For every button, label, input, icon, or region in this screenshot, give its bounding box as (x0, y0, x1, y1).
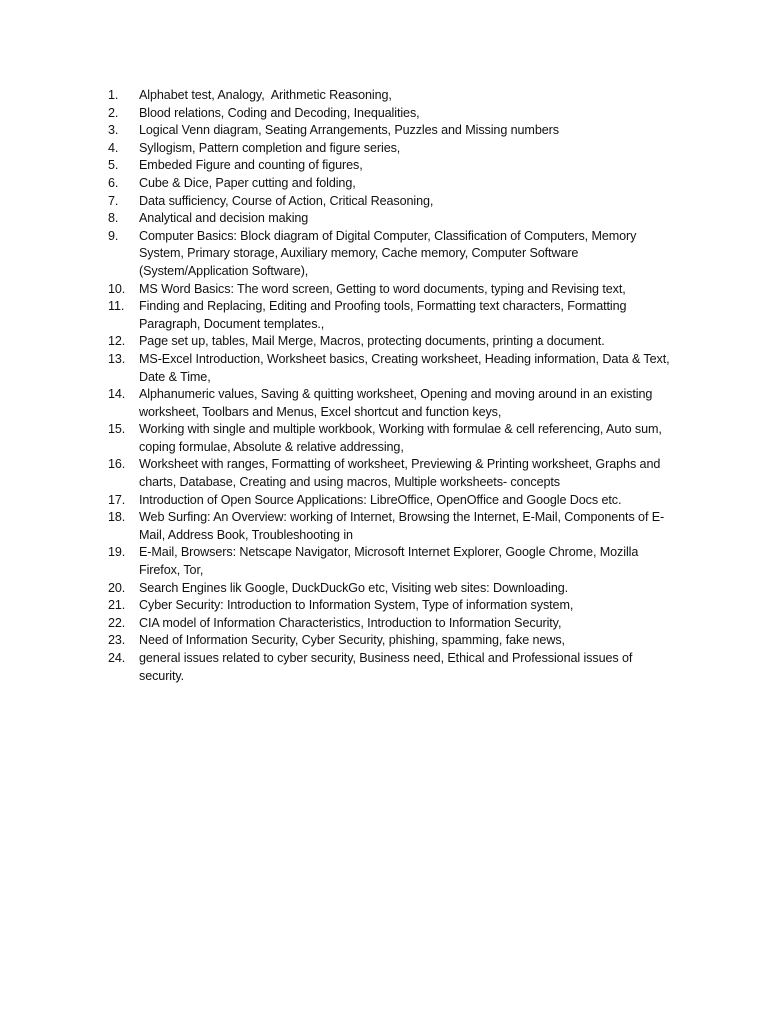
list-item-text: Worksheet with ranges, Formatting of worksheet, Previewing & Printing worksheet, Graphs and charts, Database, Creating and using macros, Multiple worksheets- concepts (139, 457, 664, 490)
list-item (108, 509, 678, 544)
list-item-number: 4. (108, 140, 119, 155)
list-item-number: 14. (108, 387, 126, 402)
list-item-number: 15. (108, 422, 126, 437)
list-item-text: Page set up, tables, Mail Merge, Macros, protecting documents, printing a document. (139, 334, 605, 349)
list-item-text: Computer Basics: Block diagram of Digital Computer, Classification of Computers, Memory System, Primary storage, Auxiliary memory, Cache memory, Computer Software (System/Application Software), (139, 228, 640, 278)
list-item-text: Need of Information Security, Cyber Security, phishing, spamming, fake news, (139, 633, 565, 648)
list-item (108, 386, 678, 421)
list-item-number: 3. (108, 123, 119, 138)
list-item-number: 10. (108, 281, 126, 296)
list-item-text: Blood relations, Coding and Decoding, Inequalities, (139, 105, 420, 120)
list-item-number: 1. (108, 88, 119, 102)
list-item-text: Alphabet test, Analogy, Arithmetic Reasoning, (139, 88, 392, 102)
list-item (108, 492, 678, 510)
list-item (108, 580, 678, 598)
list-item-number: 23. (108, 633, 126, 648)
list-item-number: 16. (108, 457, 126, 472)
list-item (108, 456, 678, 491)
list-item (108, 597, 678, 615)
list-item-text: Finding and Replacing, Editing and Proofing tools, Formatting text characters, Formatting Paragraph, Document templates., (139, 299, 630, 331)
list-item-number: 21. (108, 598, 126, 613)
list-item (108, 140, 678, 158)
list-item (108, 421, 678, 456)
list-item-number: 17. (108, 492, 126, 507)
list-item-text: Embeded Figure and counting of figures, (139, 158, 363, 173)
list-item-text: Introduction of Open Source Applications: LibreOffice, OpenOffice and Google Docs etc. (139, 492, 622, 507)
list-item-text: Data sufficiency, Course of Action, Critical Reasoning, (139, 193, 434, 208)
list-item-text: E-Mail, Browsers: Netscape Navigator, Microsoft Internet Explorer, Google Chrome, Mozilla Firefox, Tor, (139, 545, 642, 578)
list-item-number: 13. (108, 351, 126, 366)
list-item-text: Alphanumeric values, Saving & quitting worksheet, Opening and moving around in an existing worksheet, Toolbars and Menus, Excel shortcut and function keys, (139, 387, 656, 419)
list-item (108, 122, 678, 140)
list-item (108, 157, 678, 175)
list-item (108, 228, 678, 281)
list-item-number: 5. (108, 158, 119, 173)
list-item-number: 12. (108, 334, 126, 349)
list-item-text: Web Surfing: An Overview: working of Internet, Browsing the Internet, E-Mail, Components of E-Mail, Address Book, Troubleshooting in (139, 510, 665, 542)
list-item-text: MS-Excel Introduction, Worksheet basics, Creating worksheet, Heading information, Data & Text, Date & Time, (139, 351, 673, 384)
list-item-number: 9. (108, 228, 119, 243)
list-item-text: general issues related to cyber security, Business need, Ethical and Professional issues of security. (139, 651, 636, 683)
list-item-number: 22. (108, 615, 126, 630)
list-item (108, 210, 678, 228)
list-item (108, 298, 678, 333)
list-item (108, 632, 678, 650)
list-item (108, 175, 678, 193)
list-item-number: 8. (108, 211, 119, 226)
list-item (108, 544, 678, 579)
list-item-text: MS Word Basics: The word screen, Getting to word documents, typing and Revising text, (139, 281, 626, 296)
list-item-text: Logical Venn diagram, Seating Arrangements, Puzzles and Missing numbers (139, 123, 559, 138)
list-item-text: Working with single and multiple workbook, Working with formulae & cell referencing, Auto sum, coping formulae, Absolute & relative addressing, (139, 422, 666, 454)
list-item (108, 193, 678, 211)
list-item-text: Cyber Security: Introduction to Information System, Type of information system, (139, 598, 574, 613)
list-item (108, 105, 678, 123)
list-item (108, 281, 678, 299)
list-item (108, 87, 678, 105)
list-item-text: Syllogism, Pattern completion and figure series, (139, 140, 401, 155)
list-item-number: 11. (108, 299, 125, 314)
list-item (108, 333, 678, 351)
list-item-text: Analytical and decision making (139, 211, 309, 226)
list-item-text: CIA model of Information Characteristics, Introduction to Information Security, (139, 615, 562, 630)
topic-list (108, 87, 678, 685)
list-item (108, 615, 678, 633)
list-item-number: 6. (108, 175, 119, 190)
list-item (108, 351, 678, 386)
list-item-number: 7. (108, 193, 119, 208)
list-item-number: 18. (108, 510, 126, 525)
list-item-number: 2. (108, 105, 119, 120)
list-item-text: Search Engines lik Google, DuckDuckGo etc, Visiting web sites: Downloading. (139, 580, 569, 595)
list-item-number: 19. (108, 545, 126, 560)
list-item (108, 650, 678, 685)
list-item-text: Cube & Dice, Paper cutting and folding, (139, 175, 356, 190)
list-item-number: 20. (108, 580, 126, 595)
list-item-number: 24. (108, 651, 126, 665)
